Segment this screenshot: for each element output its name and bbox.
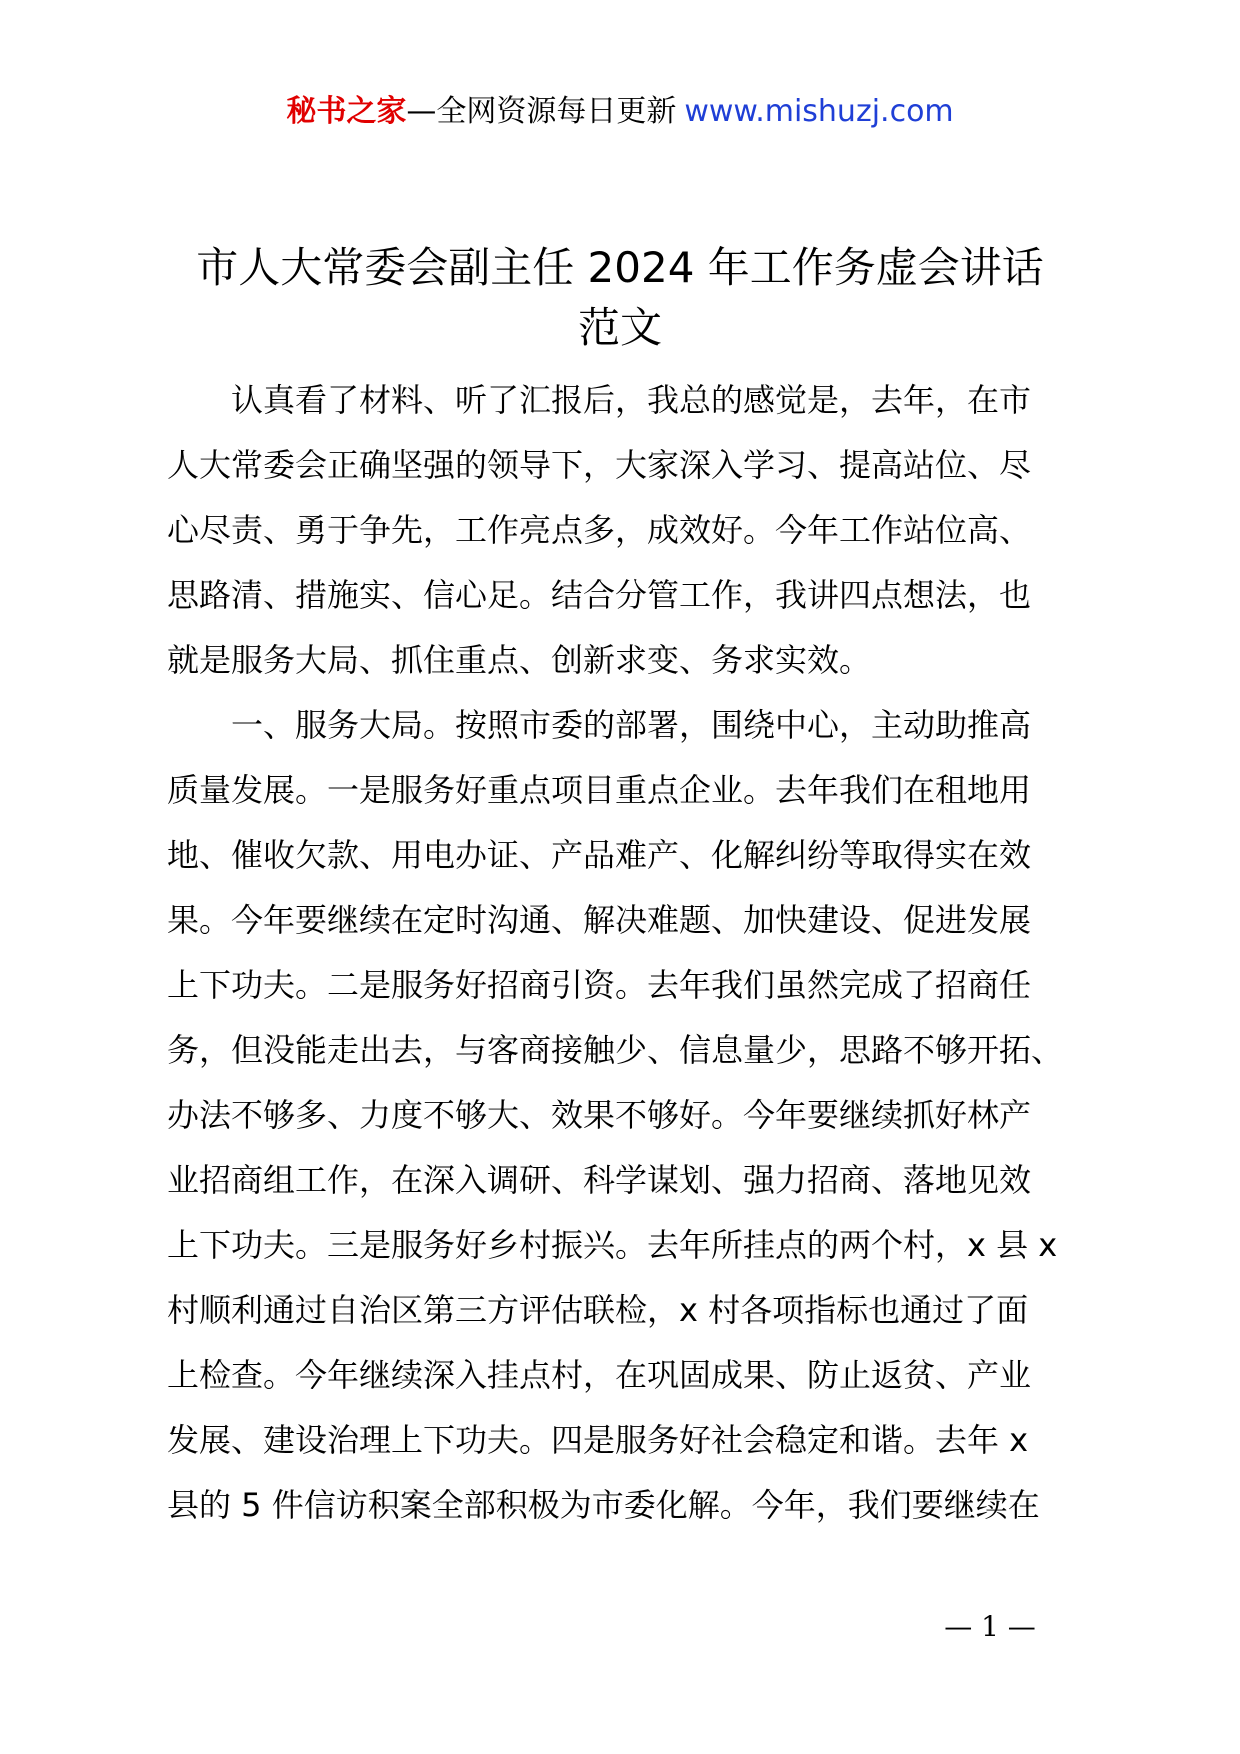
body-line: 办法不够多、力度不够大、效果不够好。今年要继续抓好林产 <box>167 1096 1032 1134</box>
body-line: 上检查。今年继续深入挂点村，在巩固成果、防止返贫、产业 <box>167 1356 1032 1394</box>
body-line: 心尽责、勇于争先，工作亮点多，成效好。今年工作站位高、 <box>167 511 1032 549</box>
body-line: 上下功夫。二是服务好招商引资。去年我们虽然完成了招商任 <box>167 966 1032 1004</box>
body-line: 果。今年要继续在定时沟通、解决难题、加快建设、促进发展 <box>167 901 1032 939</box>
document-body <box>167 368 1089 1538</box>
document-title <box>120 238 1120 358</box>
site-brand: 秘书之家 <box>286 94 407 129</box>
body-line: 思路清、措施实、信心足。结合分管工作，我讲四点想法，也 <box>167 576 1032 614</box>
body-line: 村顺利通过自治区第三方评估联检，x 村各项指标也通过了面 <box>167 1291 1029 1329</box>
title-line: 范文 <box>577 303 662 352</box>
body-line: 认真看了材料、听了汇报后，我总的感觉是，去年，在市 <box>167 381 1032 419</box>
body-line: 务，但没能走出去，与客商接触少、信息量少，思路不够开拓、 <box>167 1031 1064 1069</box>
site-tagline: —全网资源每日更新 <box>406 94 677 129</box>
body-line: 业招商组工作，在深入调研、科学谋划、强力招商、落地见效 <box>167 1161 1032 1199</box>
site-url-link[interactable]: www.mishuzj.com <box>684 94 954 129</box>
body-line: 一、服务大局。按照市委的部署，围绕中心，主动助推高 <box>167 706 1032 744</box>
body-line: 上下功夫。三是服务好乡村振兴。去年所挂点的两个村，x 县 x <box>167 1226 1058 1264</box>
body-line: 就是服务大局、抓住重点、创新求变、务求实效。 <box>167 641 872 679</box>
body-line: 发展、建设治理上下功夫。四是服务好社会稳定和谐。去年 x <box>167 1421 1029 1459</box>
body-line: 县的 5 件信访积案全部积极为市委化解。今年，我们要继续在 <box>167 1486 1040 1524</box>
page-number: — 1 — <box>944 1610 1036 1643</box>
body-line: 质量发展。一是服务好重点项目重点企业。去年我们在租地用 <box>167 771 1032 809</box>
body-line: 地、催收欠款、用电办证、产品难产、化解纠纷等取得实在效 <box>167 836 1032 874</box>
site-header <box>0 92 1240 132</box>
body-line: 人大常委会正确坚强的领导下，大家深入学习、提高站位、尽 <box>167 446 1032 484</box>
title-line: 市人大常委会副主任 2024 年工作务虚会讲话 <box>196 243 1044 292</box>
